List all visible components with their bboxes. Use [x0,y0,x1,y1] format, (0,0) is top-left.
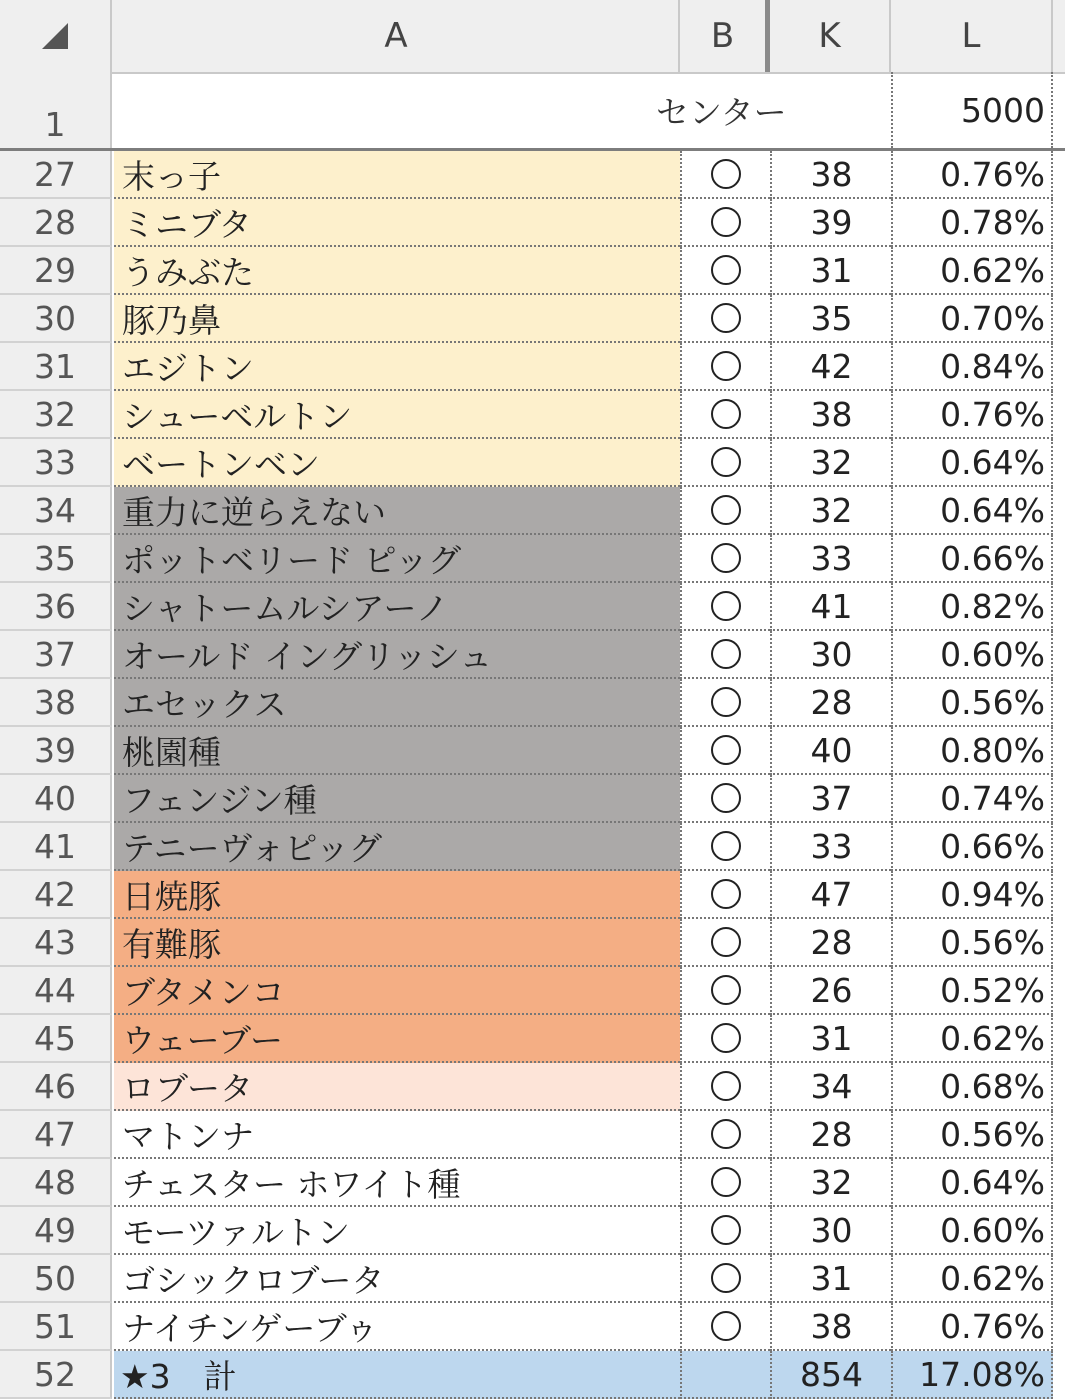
row-header[interactable]: 1 [0,72,112,148]
count-cell[interactable]: 38 [770,391,891,439]
breed-name-cell[interactable]: オールド イングリッシュ [114,631,680,679]
count-cell[interactable]: 30 [770,631,891,679]
count-cell[interactable]: 31 [770,1015,891,1063]
edge-cell [1053,391,1065,439]
breed-name-cell[interactable]: 末っ子 [114,151,680,199]
breed-name-cell[interactable]: 桃園種 [114,727,680,775]
mark-cell[interactable] [680,631,770,679]
circle-mark-icon [711,639,741,669]
percent-cell[interactable]: 0.62% [891,1255,1053,1303]
total-percent-cell[interactable]: 17.08% [891,1351,1053,1399]
row-header[interactable]: 47 [0,1111,112,1159]
row-header[interactable]: 41 [0,823,112,871]
count-cell[interactable]: 41 [770,583,891,631]
row-header[interactable]: 33 [0,439,112,487]
select-all-corner[interactable] [0,0,112,72]
table-row [0,583,1065,631]
circle-mark-icon [711,687,741,717]
table-row [0,1303,1065,1351]
circle-mark-icon [711,1023,741,1053]
table-row [0,1207,1065,1255]
mark-cell[interactable] [680,775,770,823]
row-header[interactable]: 38 [0,679,112,727]
mark-cell[interactable] [680,1111,770,1159]
row-header[interactable]: 46 [0,1063,112,1111]
mark-cell[interactable] [680,727,770,775]
breed-name-cell[interactable]: エジトン [114,343,680,391]
mark-cell[interactable] [680,295,770,343]
breed-name-cell[interactable]: 豚乃鼻 [114,295,680,343]
circle-mark-icon [711,207,741,237]
mark-cell[interactable] [680,919,770,967]
breed-name-cell[interactable]: モーツァルトン [114,1207,680,1255]
row-header[interactable]: 30 [0,295,112,343]
edge-cell [1053,679,1065,727]
breed-name-cell[interactable]: 日焼豚 [114,871,680,919]
table-row [0,679,1065,727]
count-cell[interactable]: 31 [770,247,891,295]
edge-cell [1053,1063,1065,1111]
circle-mark-icon [711,783,741,813]
count-cell[interactable]: 32 [770,487,891,535]
percent-cell[interactable]: 0.56% [891,919,1053,967]
percent-cell[interactable]: 0.94% [891,871,1053,919]
cell-a1[interactable] [114,72,680,148]
cell-b1[interactable] [656,72,891,148]
percent-cell[interactable]: 0.84% [891,343,1053,391]
row-header[interactable]: 52 [0,1351,112,1399]
mark-cell[interactable] [680,1159,770,1207]
edge-cell [1053,439,1065,487]
edge-cell [1053,775,1065,823]
row-header[interactable]: 40 [0,775,112,823]
circle-mark-icon [711,735,741,765]
percent-cell[interactable]: 0.52% [891,967,1053,1015]
percent-cell[interactable]: 0.64% [891,1159,1053,1207]
edge-cell [1053,727,1065,775]
total-mark-cell[interactable] [680,1351,770,1399]
breed-name-cell[interactable]: フェンジン種 [114,775,680,823]
row-header[interactable]: 36 [0,583,112,631]
table-row [0,631,1065,679]
breed-name-cell[interactable]: 有難豚 [114,919,680,967]
column-header-b[interactable]: B [680,0,770,72]
mark-cell[interactable] [680,151,770,199]
edge-cell [1053,199,1065,247]
row-header[interactable]: 48 [0,1159,112,1207]
table-row [0,391,1065,439]
mark-cell[interactable] [680,487,770,535]
row-header[interactable]: 29 [0,247,112,295]
count-cell[interactable]: 47 [770,871,891,919]
count-cell[interactable]: 39 [770,199,891,247]
mark-cell[interactable] [680,679,770,727]
percent-cell[interactable]: 0.64% [891,439,1053,487]
center-label: センター [656,92,787,132]
circle-mark-icon [711,351,741,381]
breed-name-cell[interactable]: シャトームルシアーノ [114,583,680,631]
row-header[interactable]: 45 [0,1015,112,1063]
edge-cell [1053,535,1065,583]
breed-name-cell[interactable]: エセックス [114,679,680,727]
breed-name-cell[interactable]: ゴシックロブータ [114,1255,680,1303]
percent-cell[interactable]: 0.80% [891,727,1053,775]
circle-mark-icon [711,447,741,477]
table-row [0,967,1065,1015]
table-row [0,871,1065,919]
mark-cell[interactable] [680,343,770,391]
circle-mark-icon [711,495,741,525]
table-row [0,295,1065,343]
edge-cell [1053,1207,1065,1255]
count-cell[interactable]: 40 [770,727,891,775]
table-row [0,1159,1065,1207]
circle-mark-icon [711,255,741,285]
edge-cell [1053,823,1065,871]
column-header-row [0,0,1065,74]
percent-cell[interactable]: 0.82% [891,583,1053,631]
circle-mark-icon [711,591,741,621]
percent-cell[interactable]: 0.62% [891,247,1053,295]
total-label-cell[interactable]: ★3 計 [114,1351,680,1399]
count-cell[interactable]: 32 [770,1159,891,1207]
circle-mark-icon [711,831,741,861]
count-cell[interactable]: 34 [770,1063,891,1111]
mark-cell[interactable] [680,1207,770,1255]
row-header[interactable]: 39 [0,727,112,775]
mark-cell[interactable] [680,199,770,247]
circle-mark-icon [711,1071,741,1101]
mark-cell[interactable] [680,1015,770,1063]
row-header[interactable]: 34 [0,487,112,535]
table-row [0,919,1065,967]
edge-cell [1053,1255,1065,1303]
count-cell[interactable]: 35 [770,295,891,343]
table-row [0,775,1065,823]
count-cell[interactable]: 30 [770,1207,891,1255]
table-row [0,1111,1065,1159]
table-row [0,1063,1065,1111]
count-cell[interactable]: 28 [770,919,891,967]
column-header-k[interactable]: K [770,0,891,72]
circle-mark-icon [711,1215,741,1245]
breed-name-cell[interactable]: チェスター ホワイト種 [114,1159,680,1207]
percent-cell[interactable]: 0.56% [891,1111,1053,1159]
edge-cell [1053,1303,1065,1351]
frozen-row-1 [0,72,1065,151]
percent-cell[interactable]: 0.70% [891,295,1053,343]
percent-cell[interactable]: 0.66% [891,823,1053,871]
table-row [0,823,1065,871]
table-row [0,343,1065,391]
mark-cell[interactable] [680,823,770,871]
percent-cell[interactable]: 0.76% [891,1303,1053,1351]
row-header[interactable]: 31 [0,343,112,391]
circle-mark-icon [711,303,741,333]
edge-cell [1053,919,1065,967]
mark-cell[interactable] [680,967,770,1015]
edge-cell [1053,247,1065,295]
mark-cell[interactable] [680,1255,770,1303]
edge-cell [1053,1111,1065,1159]
row-header[interactable]: 43 [0,919,112,967]
mark-cell[interactable] [680,871,770,919]
breed-name-cell[interactable]: テニーヴォピッグ [114,823,680,871]
count-cell[interactable]: 26 [770,967,891,1015]
mark-cell[interactable] [680,1063,770,1111]
edge-cell [1053,151,1065,199]
breed-name-cell[interactable]: うみぶた [114,247,680,295]
mark-cell[interactable] [680,583,770,631]
row-header[interactable]: 44 [0,967,112,1015]
count-cell[interactable]: 28 [770,679,891,727]
mark-cell[interactable] [680,535,770,583]
edge-cell [1053,1159,1065,1207]
select-all-icon [42,23,68,49]
cell-l1[interactable]: 5000 [891,72,1053,148]
row-header[interactable]: 35 [0,535,112,583]
edge-cell [1053,583,1065,631]
breed-name-cell[interactable]: ウェーブー [114,1015,680,1063]
count-cell[interactable]: 33 [770,535,891,583]
table-row [0,727,1065,775]
mark-cell[interactable] [680,439,770,487]
count-cell[interactable]: 32 [770,439,891,487]
table-row [0,1015,1065,1063]
edge-cell [1053,631,1065,679]
count-cell[interactable]: 31 [770,1255,891,1303]
row-header[interactable]: 28 [0,199,112,247]
column-header-a[interactable]: A [114,0,680,72]
count-cell[interactable]: 37 [770,775,891,823]
circle-mark-icon [711,543,741,573]
row-header[interactable]: 32 [0,391,112,439]
count-cell[interactable]: 28 [770,1111,891,1159]
percent-cell[interactable]: 0.66% [891,535,1053,583]
mark-cell[interactable] [680,391,770,439]
percent-cell[interactable]: 0.68% [891,1063,1053,1111]
table-row [0,487,1065,535]
table-row [0,1255,1065,1303]
table-row [0,199,1065,247]
edge-cell [1053,1015,1065,1063]
breed-name-cell[interactable]: 重力に逆らえない [114,487,680,535]
edge-cell [1053,343,1065,391]
total-row [0,1351,1065,1399]
row-header[interactable]: 42 [0,871,112,919]
row-header[interactable]: 27 [0,151,112,199]
circle-mark-icon [711,159,741,189]
breed-name-cell[interactable]: ナイチンゲーブゥ [114,1303,680,1351]
mark-cell[interactable] [680,247,770,295]
total-count-cell[interactable]: 854 [770,1351,891,1399]
table-row [0,439,1065,487]
count-cell[interactable]: 38 [770,151,891,199]
circle-mark-icon [711,975,741,1005]
count-cell[interactable]: 33 [770,823,891,871]
percent-cell[interactable]: 0.60% [891,1207,1053,1255]
table-row [0,247,1065,295]
edge-cell [1053,871,1065,919]
breed-name-cell[interactable]: ミニブタ [114,199,680,247]
percent-cell[interactable]: 0.60% [891,631,1053,679]
edge-cell [1053,967,1065,1015]
percent-cell[interactable]: 0.74% [891,775,1053,823]
count-cell[interactable]: 42 [770,343,891,391]
mark-cell[interactable] [680,1303,770,1351]
edge-cell [1053,295,1065,343]
table-row [0,151,1065,199]
circle-mark-icon [711,1167,741,1197]
breed-name-cell[interactable]: ロブータ [114,1063,680,1111]
breed-name-cell[interactable]: ポットベリード ピッグ [114,535,680,583]
row-header[interactable]: 49 [0,1207,112,1255]
percent-cell[interactable]: 0.78% [891,199,1053,247]
breed-name-cell[interactable]: ブタメンコ [114,967,680,1015]
circle-mark-icon [711,879,741,909]
percent-cell[interactable]: 0.76% [891,151,1053,199]
circle-mark-icon [711,1263,741,1293]
count-cell[interactable]: 38 [770,1303,891,1351]
edge-cell [1053,487,1065,535]
breed-name-cell[interactable]: マトンナ [114,1111,680,1159]
circle-mark-icon [711,1311,741,1341]
circle-mark-icon [711,399,741,429]
circle-mark-icon [711,927,741,957]
table-row [0,535,1065,583]
column-header-l[interactable]: L [891,0,1053,72]
row-header[interactable]: 51 [0,1303,112,1351]
percent-cell[interactable]: 0.62% [891,1015,1053,1063]
row-header[interactable]: 37 [0,631,112,679]
breed-name-cell[interactable]: ベートンベン [114,439,680,487]
percent-cell[interactable]: 0.76% [891,391,1053,439]
percent-cell[interactable]: 0.64% [891,487,1053,535]
circle-mark-icon [711,1119,741,1149]
percent-cell[interactable]: 0.56% [891,679,1053,727]
row-header[interactable]: 50 [0,1255,112,1303]
breed-name-cell[interactable]: シューベルトン [114,391,680,439]
